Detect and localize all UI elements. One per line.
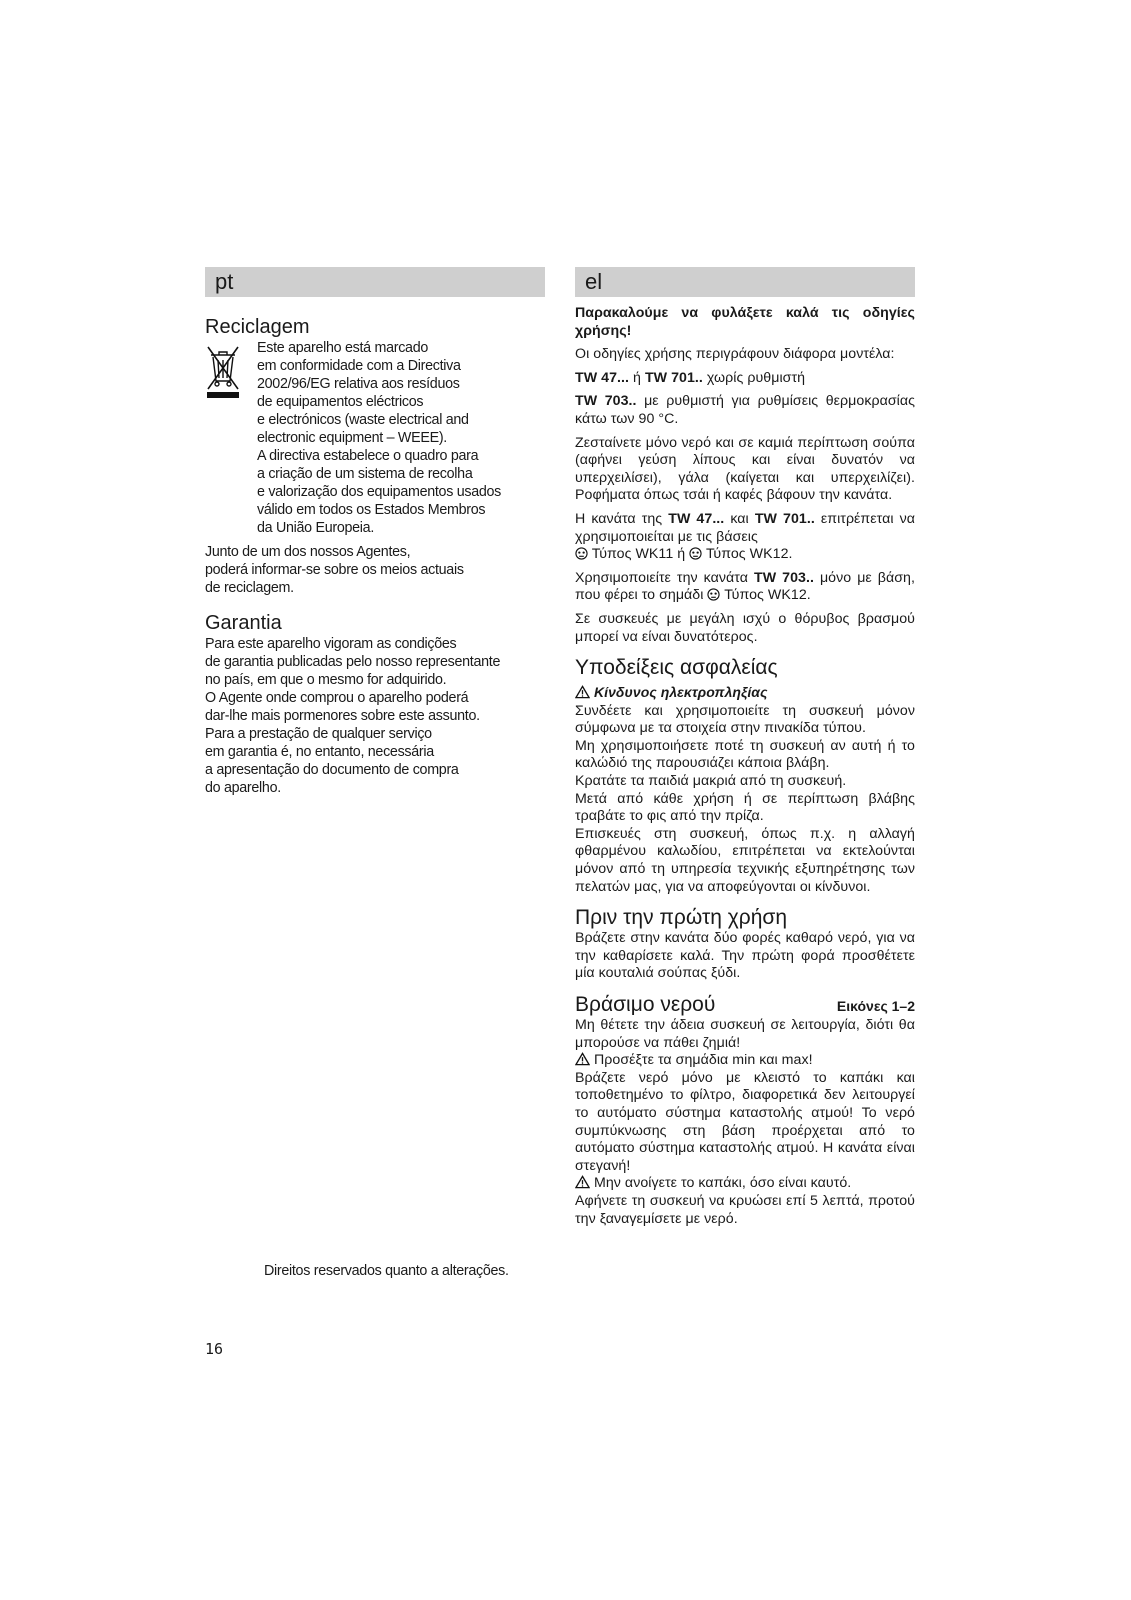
safety-2: Μη χρησιμοποιήσετε ποτέ τη συσκευή αν αυτή ή το καλώδιό της παρουσιάζει κάποια βλάβη. [575, 737, 915, 772]
models-no-regulator: TW 47... ή TW 701.. χωρίς ρυθμιστή [575, 369, 806, 386]
weee-line: 2002/96/EG relativa aos resíduos [257, 376, 460, 392]
weee-line: Este aparelho está marcado [257, 340, 429, 356]
weee-line: A directiva estabelece o quadro para [257, 448, 479, 464]
warranty-line: a apresentação do documento de compra [205, 762, 459, 778]
boil-4: Μην ανοίγετε το καπάκι, όσο είναι καυτό. [575, 1175, 915, 1193]
figure-reference: Εικόνες 1–2 [836, 998, 915, 1014]
warning-triangle-icon [575, 1052, 590, 1066]
use-kettle-with-base: Χρησιμοποιείτε την κανάτα TW 703.. μόνο με βάση, που φέρει το σημάδι Τύπος WK12. [575, 569, 915, 604]
safety-4: Μετά από κάθε χρήση ή σε περίπτωση βλάβης τραβάτε το φις από την πρίζα. [575, 790, 915, 825]
heat-only-water: Ζεσταίνετε μόνο νερό και σε καμιά περίπτωση σούπα (αφήνει γεύση λίπους και είναι δυνατόν να υπερχειλίσει), γάλα (καίγεται και υπερχειλίζει). Ροφήματα όπως τσάι ή καφές βάφουν την κανάτα. [575, 434, 915, 504]
noise-note: Σε συσκευές με μεγάλη ισχύ ο θόρυβος βρασμού μπορεί να είναι δυνατότερος. [575, 610, 915, 645]
safety-title: Υποδείξεις ασφαλείας [575, 656, 778, 680]
agent-text [205, 543, 545, 597]
boil-5: Αφήνετε τη συσκευή να κρυώσει επί 5 λεπτά, προτού την ξαναγεμίσετε με νερό. [575, 1192, 915, 1227]
warning-triangle-icon [575, 1175, 590, 1189]
weee-line: em conformidade com a Directiva [257, 358, 461, 374]
el-column [575, 267, 915, 1228]
agent-line: Junto de um dos nossos Agentes, [205, 544, 411, 560]
plug-mark-icon [689, 547, 702, 560]
boil-1: Μη θέτετε την άδεια συσκευή σε λειτουργία, διότι θα μπορούσε να πάθει ζημιά! [575, 1017, 915, 1051]
lang-bar-el: el [575, 267, 915, 297]
models-intro: Οι οδηγίες χρήσης περιγράφουν διάφορα μοντέλα: [575, 346, 895, 363]
weee-line: válido em todos os Estados Membros [257, 502, 486, 518]
safety-5: Επισκευές στη συσκευή, όπως π.χ. η αλλαγή φθαρμένου καλωδίου, επιτρέπεται να εκτελούνται μόνον από τη υπηρεσία τεχνικής εξυπηρέτησης των πελατών μας, για να αποφεύγονται οι κίνδυνοι. [575, 825, 915, 895]
crossed-bin-icon [205, 339, 257, 537]
warranty-line: no país, em que o mesmo for adquirido. [205, 672, 447, 688]
boil-3: Βράζετε νερό μόνο με κλειστό το καπάκι και τοποθετημένο το φίλτρο, διαφορετικά δεν λειτουργεί το αυτόματο σύστημα καταστολής ατμού! Το νερό συμπύκνωσης στη βάση προέρχεται από το αυτόματο σύστημα καταστολής ατμού. Η κανάτα είναι στεγανή! [575, 1069, 915, 1174]
keep-instructions: Παρακαλούμε να φυλάξετε καλά τις οδηγίες χρήσης! [575, 305, 915, 339]
recycle-title: Reciclagem [205, 316, 310, 338]
weee-line: da União Europeia. [257, 520, 375, 536]
weee-line: e valorização dos equipamentos usados [257, 484, 502, 500]
first-use-text: Βράζετε στην κανάτα δύο φορές καθαρό νερό, για να την καθαρίσετε καλά. Την πρώτη φορά προσθέτετε μία κουταλιά σούπας ξύδι. [575, 930, 915, 982]
weee-line: de equipamentos eléctricos [257, 394, 424, 410]
agent-line: poderá informar-se sobre os meios actuais [205, 562, 464, 578]
warranty-line: O Agente onde comprou o aparelho poderá [205, 690, 469, 706]
plug-mark-icon [575, 547, 588, 560]
weee-line: electronic equipment – WEEE). [257, 430, 447, 446]
safety-3: Κρατάτε τα παιδιά μακριά από τη συσκευή. [575, 773, 847, 790]
weee-line: e electrónicos (waste electrical and [257, 412, 469, 428]
weee-text [257, 339, 501, 537]
weee-block [205, 339, 545, 537]
page-number: 16 [205, 1340, 224, 1358]
safety-1: Συνδέετε και χρησιμοποιείτε τη συσκευή μόνον σύμφωνα με τα στοιχεία στην πινακίδα τύπου. [575, 702, 915, 737]
warranty-text [205, 635, 545, 797]
warranty-title: Garantia [205, 612, 282, 634]
warning-triangle-icon [575, 685, 590, 699]
boil-header [575, 993, 915, 1017]
lang-bar-pt: pt [205, 267, 545, 297]
warranty-line: dar-lhe mais pormenores sobre este assunto. [205, 708, 480, 724]
boil-2: Προσέξτε τα σημάδια min και max! [575, 1052, 915, 1070]
plug-mark-icon [707, 588, 720, 601]
danger-heading: Κίνδυνος ηλεκτροπληξίας [575, 684, 915, 703]
warranty-line: em garantia é, no entanto, necessária [205, 744, 434, 760]
warranty-line: Para este aparelho vigoram as condições [205, 636, 457, 652]
pt-column [205, 267, 545, 797]
rights-reserved-note: Direitos reservados quanto a alterações. [264, 1263, 509, 1279]
weee-line: a criação de um sistema de recolha [257, 466, 473, 482]
agent-line: de reciclagem. [205, 580, 294, 596]
warranty-line: Para a prestação de qualquer serviço [205, 726, 432, 742]
first-use-title: Πριν την πρώτη χρήση [575, 906, 788, 930]
kettle-bases: Η κανάτα της TW 47... και TW 701.. επιτρέπεται να χρησιμοποιείται με τις βάσεις Τύπος WK11 ή Τύπος WK12. [575, 510, 915, 563]
warranty-line: de garantia publicadas pelo nosso representante [205, 654, 501, 670]
warranty-line: do aparelho. [205, 780, 281, 796]
models-with-regulator: TW 703.. με ρυθμιστή για ρυθμίσεις θερμοκρασίας κάτω των 90 °C. [575, 393, 915, 427]
boil-title: Βράσιμο νερού [575, 993, 716, 1016]
